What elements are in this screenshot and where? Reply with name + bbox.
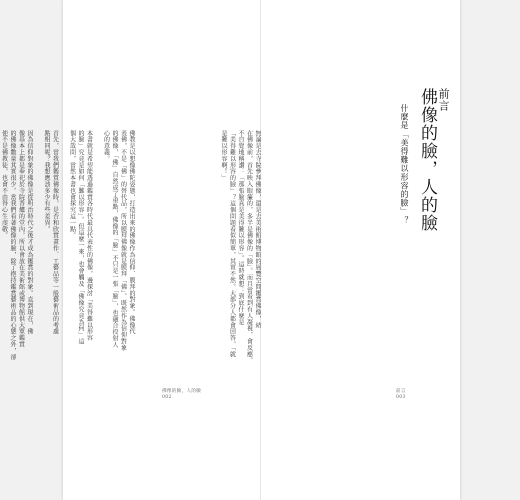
text-line: 的臉」究竟是如何「難以形容」。但這麼一來，也會觸及「佛像究竟為何」這	[77, 130, 84, 345]
left-page-folio	[162, 389, 201, 401]
text-line: 因為信仰對象的佛像是從明治時代之後才成為鑑賞的對象。直到現在，佛	[26, 130, 33, 335]
text-line: 在佛像前，首先映入眼簾的，多半是佛像的「臉」。而且當看到有人凝視，會反應，	[245, 130, 253, 364]
text-line: 的佛像數量其實很少。當我們看著佛像的臉，除了抱持鑑賞藝術品的心態之外，卻	[9, 130, 16, 361]
text-line: 不自覺地稱讚：「那張臉真是美得難以形容」。這時就想：到底什麼是	[237, 130, 244, 326]
left-page-body	[0, 130, 135, 370]
text-line: 表佛，不是「佛」的替代品，所以膜拜佛像就是膜拜「佛」。既然作為信仰對象	[119, 130, 127, 351]
chapter-eyebrow: 前言	[437, 88, 450, 112]
text-line: 是難以形容啊！」	[220, 130, 227, 182]
text-line: 點相同呢？我想應該多少有些差異。	[43, 130, 50, 233]
text-line: 本書就是希望能透過鑑賞各時代最具代表性的佛像，邊探討「美得難以形容	[85, 130, 93, 342]
right-page-folio	[396, 389, 406, 401]
page-number: 003	[396, 395, 406, 400]
text-line: 心的意義。	[102, 130, 110, 162]
folio-title: 前言	[396, 389, 406, 394]
text-line: 像基本上都是奉祀於寺院香爐的堂內，所以會放在美術館或博物館供大眾鑑賞	[17, 130, 25, 348]
text-line: 佛教是以想像佛陀姿態，打造出來的佛像作為信仰、膜拜的對象。佛像代	[128, 130, 135, 335]
right-page-body	[219, 130, 262, 370]
text-line: 的佛像，「佛」自然成了重點，佛像的「臉」不只是一張「臉」，也融合投射人	[111, 130, 118, 348]
page-number: 002	[162, 395, 172, 400]
question-heading: 什麼是「美得難以形容的臉」？	[400, 104, 409, 225]
text-line: 首先，當我們鑑賞佛像時，是否和欣賞畫作、工藝品等一般藝術品的考慮	[51, 130, 59, 335]
text-line: 「美得難以形容的臉」？這個問題看似簡單，其實不然。大部分人都會回答，「就	[228, 130, 236, 358]
folio-title: 佛像的臉，人的臉	[162, 389, 202, 394]
chapter-title: 佛像的臉，人的臉	[417, 88, 437, 232]
text-line: 個大哉問，當然本書也會探究這一點。	[68, 130, 76, 239]
text-line: 無論是去寺院參拜佛像，還是去美術館博物館的展覽空間鑑賞佛像，結	[254, 130, 261, 329]
text-line: 使不是佛教徒，也會不由得心生虔敬。	[0, 130, 8, 239]
